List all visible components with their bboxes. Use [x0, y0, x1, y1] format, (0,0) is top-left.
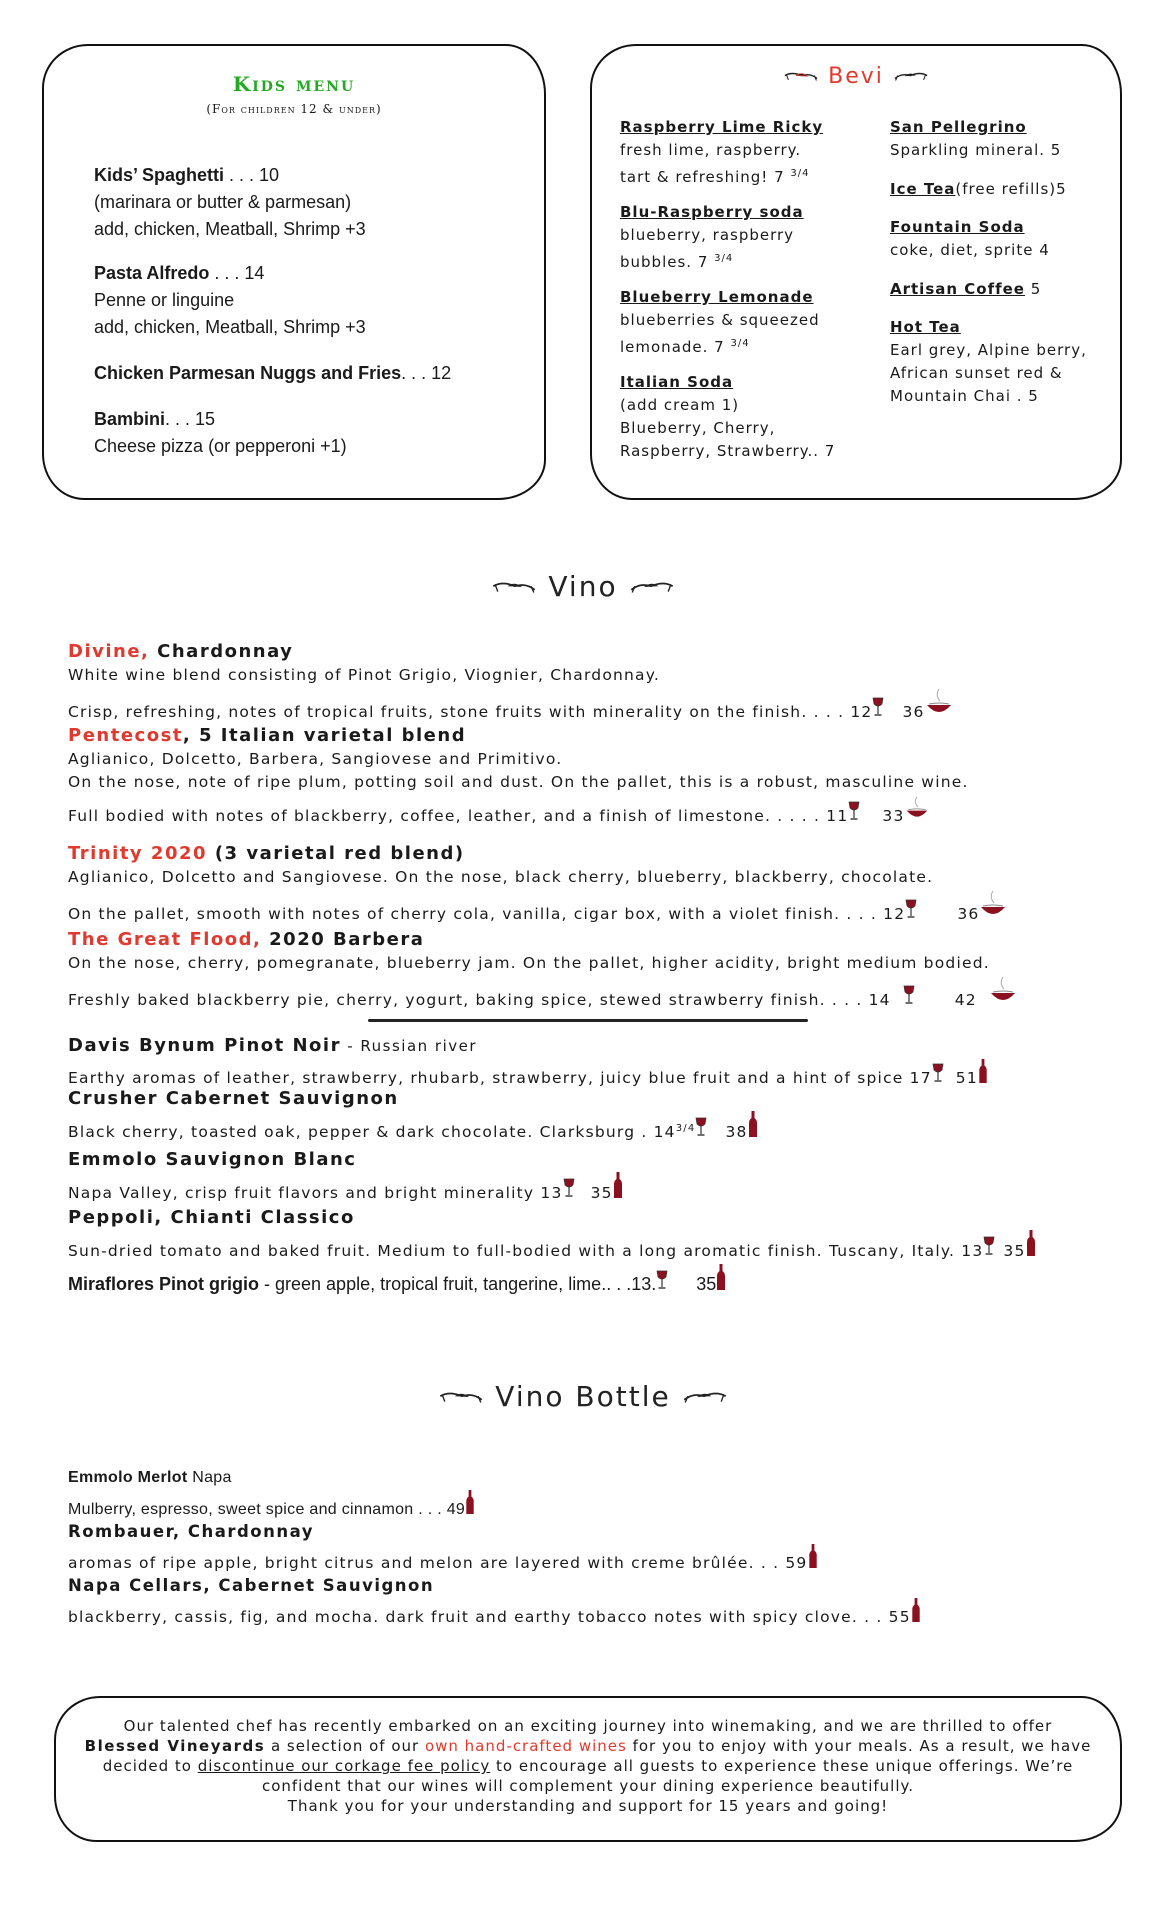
- wine-pentecost: [68, 724, 1118, 828]
- drink-desc: (free refills)5: [955, 180, 1067, 198]
- kids-item-name: Pasta Alfredo: [94, 263, 210, 283]
- wine-divine: [68, 640, 1118, 725]
- wine-glass-icon: [695, 1117, 707, 1137]
- wine-desc: - green apple, tropical fruit, tangerine, lime.. . .13.: [259, 1274, 657, 1294]
- kids-item-price: . . . 10: [224, 165, 280, 185]
- wine-desc: On the nose, cherry, pomegranate, blueberry jam. On the pallet, higher acidity, bright medium bodied.: [68, 953, 990, 972]
- wine-desc: Full bodied with notes of blackberry, coffee, leather, and a finish of limestone. . . . . 11: [68, 806, 849, 825]
- kids-item-desc: add, chicken, Meatball, Shrimp +3: [94, 317, 366, 337]
- wine-glass-icon: [872, 697, 884, 717]
- wine-desc: Aglianico, Dolcetto, Barbera, Sangiovese and Primitivo.: [68, 749, 563, 768]
- wine-desc: White wine blend consisting of Pinot Grigio, Viognier, Chardonnay.: [68, 665, 661, 684]
- wine-bottle-icon: [465, 1490, 475, 1514]
- bevi-card: [590, 44, 1122, 500]
- drink-blueberry-lemonade: [620, 286, 880, 359]
- kids-item-price: . . . 12: [401, 363, 452, 383]
- vino-title: [0, 570, 1166, 603]
- wine-name-red: The Great Flood,: [68, 929, 262, 950]
- wine-bottle-icon: [911, 1598, 921, 1622]
- wine-emmolo-sauvignon: [68, 1148, 1118, 1205]
- bottle-name: Rombauer, Chardonnay: [68, 1522, 314, 1541]
- kids-menu-subtitle: (For children 12 & under): [206, 102, 382, 116]
- wine-name: Davis Bynum Pinot Noir: [68, 1035, 341, 1056]
- drink-price-fraction: 3/4: [730, 338, 750, 349]
- wine-name-red: Pentecost: [68, 725, 183, 746]
- ornament-right-icon: [893, 70, 929, 84]
- drink-san-pellegrino: [890, 116, 1115, 162]
- wine-crusher: [68, 1087, 1118, 1144]
- wine-glass-icon: [932, 1063, 944, 1083]
- vino-bottle-title: [0, 1380, 1166, 1413]
- wine-bottle-icon: [748, 1111, 758, 1137]
- drink-desc: 5: [1024, 280, 1042, 298]
- kids-item-name: Kids’ Spaghetti: [94, 165, 225, 185]
- wine-bottle-price: 35: [696, 1274, 717, 1294]
- kids-item-spaghetti: [94, 162, 366, 243]
- bottle-name: Emmolo Merlot: [68, 1469, 188, 1486]
- wine-davis-bynum: [68, 1034, 1118, 1090]
- drink-name: San Pellegrino: [890, 118, 1027, 136]
- kids-item-alfredo: [94, 260, 366, 341]
- drink-desc: tart & refreshing! 7: [620, 168, 785, 186]
- drink-desc: Sparkling mineral. 5: [890, 141, 1062, 159]
- decanter-icon: [989, 975, 1017, 1005]
- kids-item-desc: (marinara or butter & parmesan): [94, 192, 352, 212]
- kids-item-name: Bambini: [94, 409, 166, 429]
- wine-name: Chardonnay: [149, 641, 294, 662]
- kids-item-name: Chicken Parmesan Nuggs and Fries: [94, 363, 402, 383]
- wine-peppoli: [68, 1206, 1118, 1263]
- kids-item-desc: add, chicken, Meatball, Shrimp +3: [94, 219, 366, 239]
- drink-italian-soda: [620, 371, 880, 463]
- drink-desc: (add cream 1): [620, 396, 740, 414]
- notice-underlined: discontinue our corkage fee policy: [197, 1757, 491, 1775]
- wine-bottle-price: 36: [902, 703, 925, 721]
- wine-glass-icon: [656, 1270, 668, 1290]
- notice-highlight: own hand-crafted wines: [424, 1737, 627, 1755]
- bottle-name: Napa Cellars, Cabernet Sauvignon: [68, 1576, 435, 1595]
- drink-name: Raspberry Lime Ricky: [620, 118, 824, 136]
- bottle-rombauer: [68, 1520, 1118, 1575]
- kids-item-desc: Penne or linguine: [94, 290, 235, 310]
- notice-line: Thank you for your understanding and support for 15 years and going!: [287, 1797, 889, 1815]
- ornament-right-icon: [682, 1389, 728, 1407]
- section-divider: [368, 1019, 808, 1022]
- drink-raspberry-lime-ricky: [620, 116, 880, 189]
- notice-text: for you to enjoy with your meals. As a result, we have: [626, 1737, 1092, 1755]
- wine-trinity: [68, 842, 1118, 927]
- wine-desc: Aglianico, Dolcetto and Sangiovese. On the nose, black cherry, blueberry, blackberry, chocolate.: [68, 867, 934, 886]
- kids-item-price: . . . 15: [165, 409, 216, 429]
- notice-line: Our talented chef has recently embarked on an exciting journey into winemaking, and we are thrilled to offer: [123, 1717, 1053, 1735]
- drink-desc: blueberry, raspberry: [620, 226, 795, 244]
- drink-artisan-coffee: [890, 278, 1115, 301]
- notice-text: decided to: [102, 1757, 198, 1775]
- bottle-napa-cellars: [68, 1574, 1118, 1629]
- wine-desc: On the pallet, smooth with notes of cherry cola, vanilla, cigar box, with a violet finish. . . . 12: [68, 905, 906, 923]
- ornament-right-icon: [629, 579, 675, 597]
- wine-desc: On the nose, note of ripe plum, potting soil and dust. On the pallet, this is a robust, masculine wine.: [68, 773, 969, 791]
- wine-bottle-icon: [716, 1264, 726, 1290]
- notice-line: confident that our wines will complement your dining experience beautifully.: [261, 1777, 915, 1795]
- bottle-desc: Mulberry, espresso, sweet spice and cinnamon . . . 49: [68, 1500, 466, 1518]
- wine-name: Peppoli, Chianti Classico: [68, 1207, 355, 1228]
- wine-great-flood: [68, 928, 1118, 1013]
- vino-title-text: Vino: [548, 570, 618, 603]
- bevi-title: [592, 64, 1120, 89]
- drink-name: Italian Soda: [620, 373, 734, 391]
- notice-text: a selection of our: [265, 1737, 425, 1755]
- drink-price-fraction: 3/4: [790, 168, 810, 179]
- bevi-title-text: Bevi: [828, 64, 884, 89]
- wine-desc: Napa Valley, crisp fruit flavors and bright minerality 13: [68, 1183, 563, 1202]
- kids-item-bambini: [94, 406, 347, 460]
- drink-desc: Earl grey, Alpine berry,: [890, 341, 1087, 359]
- wine-glass-icon: [903, 985, 915, 1005]
- drink-name: Hot Tea: [890, 318, 961, 336]
- drink-name: Fountain Soda: [890, 218, 1025, 236]
- wine-glass-icon: [848, 801, 860, 821]
- decanter-icon: [979, 889, 1007, 919]
- wine-bottle-icon: [978, 1059, 988, 1083]
- corkage-notice-card: [54, 1696, 1122, 1842]
- wine-bottle-price: 51: [955, 1068, 978, 1087]
- drink-name: Blu-Raspberry soda: [620, 203, 804, 221]
- vino-bottle-title-text: Vino Bottle: [495, 1380, 671, 1413]
- bottle-emmolo-merlot: [68, 1466, 1118, 1521]
- wine-desc: Black cherry, toasted oak, pepper & dark chocolate. Clarksburg . 14: [68, 1122, 676, 1141]
- drink-desc: Mountain Chai . 5: [890, 387, 1039, 405]
- wine-name: 2020 Barbera: [261, 929, 425, 950]
- wine-glass-icon: [563, 1178, 575, 1198]
- ornament-left-icon: [438, 1389, 484, 1407]
- bottle-region: Napa: [187, 1469, 232, 1486]
- wine-miraflores: [68, 1264, 1118, 1297]
- drink-blu-raspberry-soda: [620, 201, 880, 274]
- wine-bottle-icon: [808, 1544, 818, 1568]
- notice-brand: Blessed Vineyards: [84, 1737, 266, 1755]
- wine-name: , 5 Italian varietal blend: [182, 725, 467, 746]
- drink-hot-tea: [890, 316, 1115, 408]
- wine-desc: Freshly baked blackberry pie, cherry, yogurt, baking spice, stewed strawberry finish. . . . 14: [68, 991, 891, 1009]
- wine-bottle-price: 33: [882, 806, 905, 825]
- kids-item-desc: Cheese pizza (or pepperoni +1): [94, 436, 347, 456]
- wine-glass-icon: [983, 1236, 995, 1256]
- drink-desc: Blueberry, Cherry,: [620, 419, 776, 437]
- drink-name: Artisan Coffee: [890, 280, 1025, 298]
- wine-bottle-price: 35: [1003, 1241, 1026, 1260]
- wine-desc: Earthy aromas of leather, strawberry, rhubarb, strawberry, juicy blue fruit and a hint of spice 17: [68, 1068, 932, 1087]
- drink-desc: coke, diet, sprite 4: [890, 241, 1050, 259]
- corkage-notice-text: [56, 1716, 1120, 1816]
- bottle-desc: aromas of ripe apple, bright citrus and melon are layered with creme brûlée. . . 59: [68, 1553, 808, 1572]
- kids-item-nuggs: [94, 360, 451, 387]
- wine-price-fraction: 3/4: [675, 1122, 696, 1134]
- wine-desc: Crisp, refreshing, notes of tropical fruits, stone fruits with minerality on the finish. . . . 12: [68, 703, 873, 721]
- drink-desc: Raspberry, Strawberry.. 7: [620, 442, 836, 460]
- wine-bottle-icon: [613, 1172, 623, 1198]
- kids-menu-title: Kids menu: [232, 72, 356, 96]
- kids-item-price: . . . 14: [209, 263, 265, 283]
- wine-bottle-price: 38: [725, 1122, 748, 1141]
- wine-name: Emmolo Sauvignon Blanc: [68, 1149, 357, 1170]
- drink-desc: fresh lime, raspberry.: [620, 141, 802, 159]
- notice-text: to encourage all guests to experience these unique offerings. We’re: [490, 1757, 1074, 1775]
- wine-bottle-price: 35: [590, 1183, 613, 1202]
- wine-bottle-price: 36: [957, 905, 980, 923]
- ornament-left-icon: [783, 70, 819, 84]
- decanter-icon: [925, 687, 953, 717]
- wine-desc: Sun-dried tomato and baked fruit. Medium to full-bodied with a long aromatic finish. Tuscany, Italy. 13: [68, 1241, 984, 1260]
- ornament-left-icon: [491, 579, 537, 597]
- wine-name: Miraflores Pinot grigio: [68, 1274, 260, 1294]
- wine-name-red: Trinity 2020: [68, 843, 208, 864]
- wine-name-red: Divine,: [68, 641, 150, 662]
- drink-price-fraction: 3/4: [714, 253, 734, 264]
- drink-name: Ice Tea: [890, 180, 956, 198]
- kids-menu-card: [42, 44, 546, 500]
- wine-bottle-price: 42: [954, 991, 977, 1009]
- drink-desc: African sunset red &: [890, 364, 1063, 382]
- wine-glass-icon: [905, 899, 917, 919]
- wine-bottle-icon: [1026, 1230, 1036, 1256]
- drink-desc: lemonade. 7: [620, 338, 725, 356]
- wine-name: (3 varietal red blend): [207, 843, 465, 864]
- drink-name: Blueberry Lemonade: [620, 288, 814, 306]
- drink-ice-tea: [890, 178, 1115, 201]
- drink-desc: bubbles. 7: [620, 253, 709, 271]
- drink-desc: blueberries & squeezed: [620, 311, 820, 329]
- drink-fountain-soda: [890, 216, 1115, 262]
- bottle-desc: blackberry, cassis, fig, and mocha. dark fruit and earthy tobacco notes with spicy clove. . . 55: [68, 1607, 911, 1626]
- decanter-icon: [905, 795, 929, 821]
- wine-region: - Russian river: [340, 1037, 478, 1055]
- wine-name: Crusher Cabernet Sauvignon: [68, 1088, 399, 1109]
